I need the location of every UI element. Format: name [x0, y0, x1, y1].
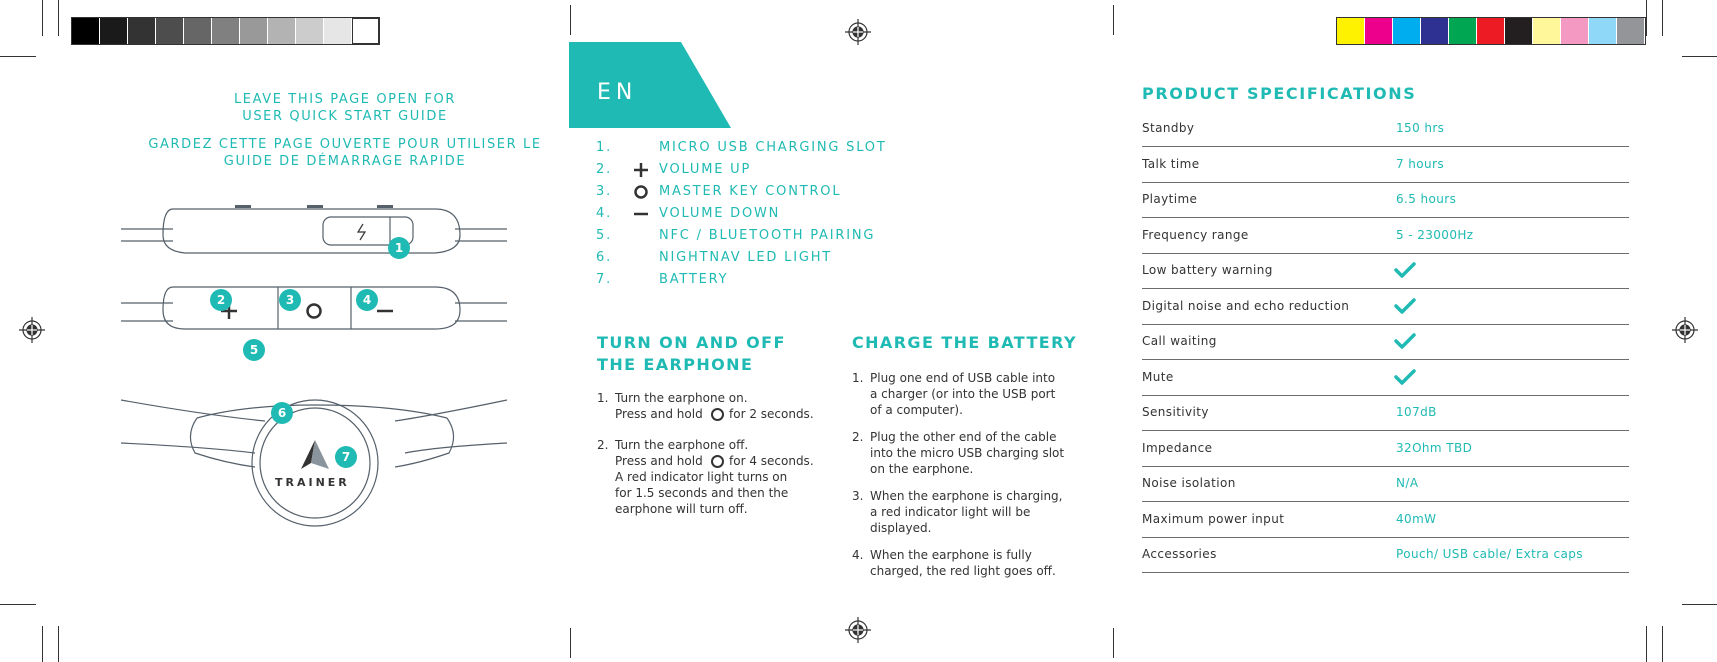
turn-on-title [597, 332, 786, 376]
spec-row [1142, 148, 1629, 183]
step-line: earphone will turn off. [615, 502, 748, 516]
part-label: VOLUME DOWN [659, 206, 781, 221]
part-label: NFC / BLUETOOTH PAIRING [659, 228, 876, 243]
spec-value: 40mW [1396, 511, 1437, 526]
leave-line-1: LEAVE THIS PAGE OPEN FOR [233, 92, 457, 107]
part-label: VOLUME UP [659, 162, 752, 177]
spec-key: Digital noise and echo reduction [1142, 298, 1350, 313]
step-line: charged, the red light goes off. [870, 564, 1056, 578]
turn-on-title-line-1: TURN ON AND OFF [597, 333, 786, 352]
check-icon [1394, 333, 1416, 352]
badge-3: 3 [279, 289, 301, 311]
step-number: 2. [852, 430, 864, 444]
spec-row [1142, 112, 1629, 147]
spec-row [1142, 538, 1629, 573]
spec-value: 107dB [1396, 405, 1437, 419]
plus-icon [626, 162, 656, 179]
step-line: of a computer). [870, 403, 963, 417]
step-number: 1. [852, 371, 864, 385]
part-label: MICRO USB CHARGING SLOT [659, 140, 887, 155]
part-label: NIGHTNAV LED LIGHT [659, 250, 833, 265]
spec-key: Sensitivity [1142, 405, 1209, 419]
part-number: 6. [596, 250, 613, 265]
step-number: 2. [597, 438, 609, 452]
part-number: 1. [596, 140, 613, 155]
step-line: a charger (or into the USB port [870, 387, 1056, 401]
badge-5: 5 [243, 339, 265, 361]
check-icon [1394, 262, 1416, 281]
badge-4: 4 [356, 289, 378, 311]
spec-key: Standby [1142, 121, 1195, 135]
step-line: Plug one end of USB cable into [870, 371, 1056, 385]
step-line: a red indicator light will be [870, 505, 1031, 519]
part-label: MASTER KEY CONTROL [659, 184, 842, 199]
spec-row [1142, 219, 1629, 254]
spec-value: 6.5 hours [1396, 192, 1457, 206]
part-number: 4. [596, 206, 613, 221]
leave-page-open-en [140, 91, 550, 125]
leave-page-open-fr [135, 136, 555, 170]
spec-key: Maximum power input [1142, 511, 1285, 526]
spec-value: 7 hours [1396, 156, 1444, 171]
step-line: When the earphone is charging, [870, 489, 1063, 503]
step-line: Turn the earphone off. [615, 438, 749, 452]
spec-key: Noise isolation [1142, 476, 1236, 490]
spec-row [1142, 325, 1629, 360]
circle-icon [626, 184, 656, 201]
spec-key: Playtime [1142, 192, 1198, 206]
gardez-line-1: GARDEZ CETTE PAGE OUVERTE POUR UTILISER LE [148, 137, 542, 152]
step-line: displayed. [870, 521, 932, 535]
badge-6: 6 [271, 402, 293, 424]
step-line: When the earphone is fully [870, 548, 1032, 562]
gardez-line-2: GUIDE DE DÉMARRAGE RAPIDE [223, 154, 467, 169]
spec-value: N/A [1396, 476, 1419, 490]
spec-row [1142, 467, 1629, 502]
part-number: 3. [596, 184, 613, 199]
spec-key: Call waiting [1142, 334, 1217, 348]
part-number: 7. [596, 272, 613, 287]
spec-row [1142, 254, 1629, 289]
spec-key: Accessories [1142, 547, 1217, 561]
check-icon [1394, 298, 1416, 317]
spec-value: Pouch/ USB cable/ Extra caps [1396, 547, 1583, 561]
step-line: Press and hold [615, 407, 703, 421]
turn-on-title-line-2: THE EARPHONE [597, 355, 754, 374]
master-key-icon [711, 455, 724, 468]
spec-value: 5 - 23000Hz [1396, 227, 1474, 242]
step-line: into the micro USB charging slot [870, 446, 1065, 460]
language-tab-label: EN [597, 80, 638, 105]
step-number: 1. [597, 391, 609, 405]
spec-key: Mute [1142, 369, 1174, 384]
spec-key: Frequency range [1142, 227, 1249, 242]
badge-1: 1 [388, 237, 410, 259]
spec-key: Talk time [1142, 156, 1200, 171]
trainer-logo-text: TRAINER [275, 476, 350, 489]
step-line: A red indicator light turns on [615, 470, 788, 484]
spec-row [1142, 361, 1629, 396]
spec-row [1142, 183, 1629, 218]
leave-line-2: USER QUICK START GUIDE [242, 109, 448, 124]
charge-title: CHARGE THE BATTERY [852, 333, 1077, 352]
spec-key: Low battery warning [1142, 263, 1273, 277]
check-icon [1394, 369, 1416, 388]
step-line: for 4 seconds. [729, 454, 814, 468]
specs-title: PRODUCT SPECIFICATIONS [1142, 84, 1417, 103]
language-tab [569, 42, 731, 128]
step-line: for 1.5 seconds and then the [615, 486, 789, 500]
minus-icon [626, 206, 656, 223]
spec-row [1142, 290, 1629, 325]
spec-row [1142, 503, 1629, 538]
spec-row [1142, 432, 1629, 467]
spec-value: 150 hrs [1396, 121, 1445, 135]
badge-2: 2 [210, 289, 232, 311]
part-number: 5. [596, 228, 613, 243]
step-number: 4. [852, 548, 864, 562]
master-key-icon [711, 408, 724, 421]
badge-7: 7 [335, 446, 357, 468]
step-line: Turn the earphone on. [615, 391, 748, 405]
step-line: Press and hold [615, 454, 703, 468]
step-line: for 2 seconds. [729, 407, 814, 421]
step-number: 3. [852, 489, 864, 503]
spec-value: 32Ohm TBD [1396, 440, 1473, 455]
step-line: on the earphone. [870, 462, 974, 476]
part-number: 2. [596, 162, 613, 177]
spec-row [1142, 396, 1629, 431]
part-label: BATTERY [659, 272, 729, 287]
step-line: Plug the other end of the cable [870, 430, 1057, 444]
spec-key: Impedance [1142, 440, 1213, 455]
